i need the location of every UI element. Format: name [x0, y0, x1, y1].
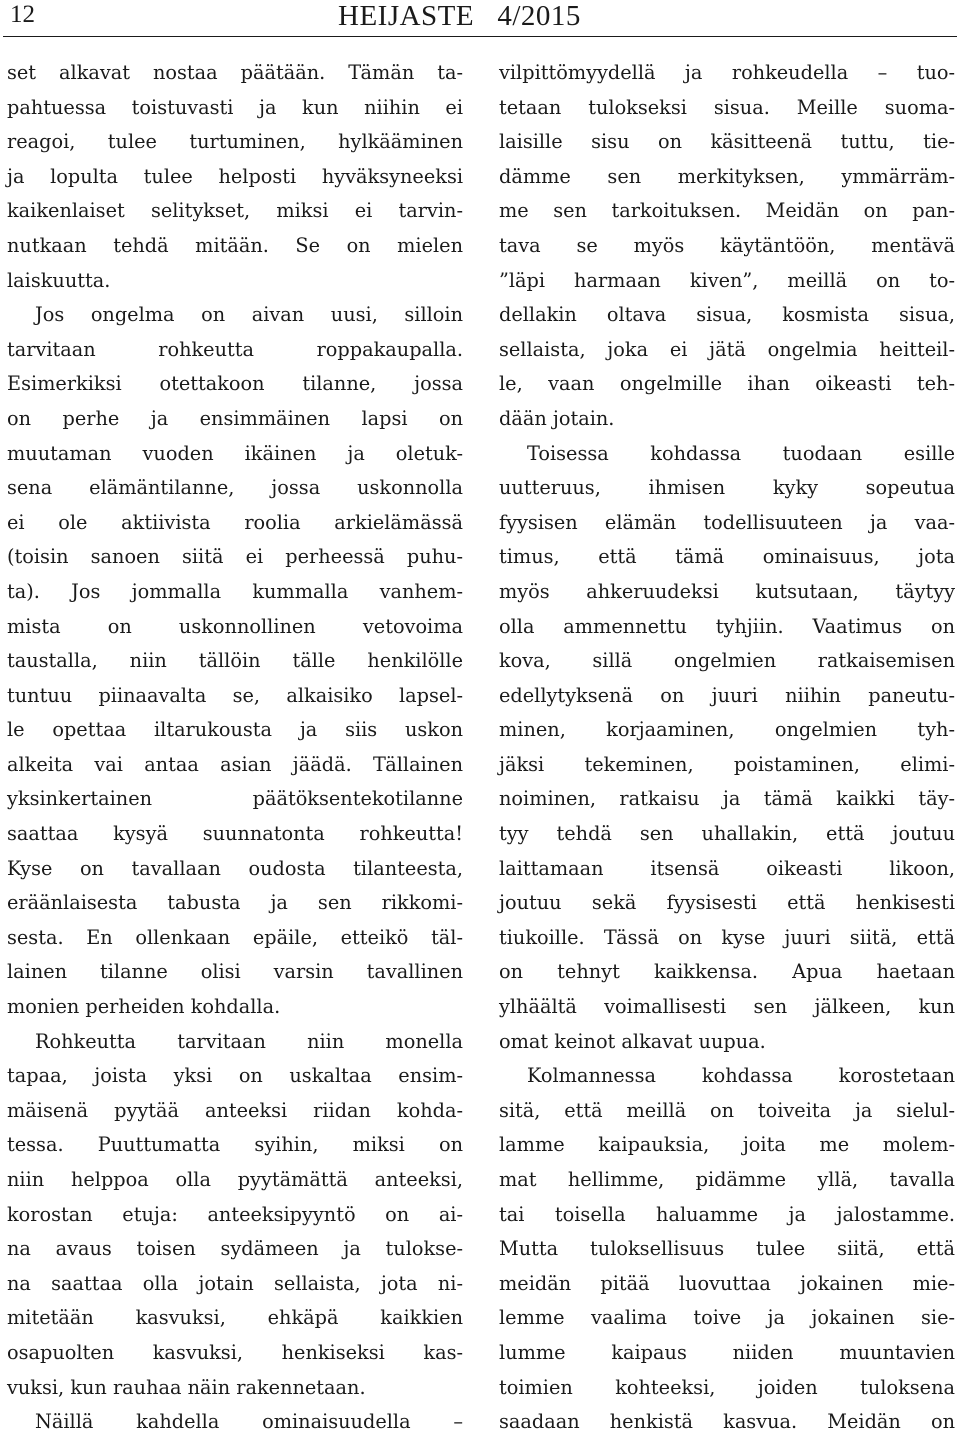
header-rule [3, 36, 957, 37]
right-column-text-line: laisille sisu on käsitteenä tuttu, tie- [499, 130, 955, 154]
right-column-text-line: Kolmannessa kohdassa korostetaan [527, 1064, 955, 1088]
left-column-text-line: set alkavat nostaa päätään. Tämän ta- [7, 61, 463, 84]
left-column-text-line: ei ole aktiivista roolia arkielämässä [7, 510, 463, 534]
left-column-text-line: saattaa kysyä suunnatonta rohkeutta! [7, 822, 463, 846]
right-column-text-line: meidän pitää luovuttaa jokainen mie- [499, 1271, 955, 1295]
left-column-text-line: tuntuu piinaavalta se, alkaisiko lapsel- [7, 683, 463, 707]
left-column-text-line: sena elämäntilanne, jossa uskonnolla [7, 476, 463, 500]
left-column-text-line: muutaman vuoden ikäinen ja oletuk- [7, 441, 463, 465]
right-column-text-line: ”läpi harmaan kiven”, meillä on to- [499, 268, 955, 292]
right-column-text-line: dämme sen merkityksen, ymmärräm- [499, 164, 955, 188]
right-column-text-line: sellaista, joka ei jätä ongelmia heitteil- [499, 337, 955, 361]
left-column-text-line: monien perheiden kohdalla. [7, 995, 281, 1019]
left-column-text-line: Rohkeutta tarvitaan niin monella [35, 1029, 463, 1053]
right-column-text-line: mat hellimme, pidämme yllä, tavalla [499, 1168, 955, 1191]
left-column-text-line: mitetään kasvuksi, ehkäpä kaikkien [7, 1306, 463, 1330]
right-column-text-line: lumme kaipaus niiden muuntavien [499, 1340, 955, 1364]
right-column-text-line: sitä, että meillä on toiveita ja sielul- [499, 1098, 955, 1122]
left-column-text-line: (toisin sanoen siitä ei perheessä puhu- [7, 545, 463, 569]
right-column-text-line: on tehnyt kaikkensa. Apua haetaan [499, 960, 955, 984]
right-column-text-line: omat keinot alkavat uupua. [499, 1029, 766, 1053]
right-column-text-line: laittamaan itsensä oikeasti likoon, [499, 856, 955, 880]
page-number: 12 [10, 1, 35, 28]
left-column-text-line: osapuolten kasvuksi, henkiseksi kas- [7, 1340, 463, 1364]
right-column-text-line: saadaan henkistä kasvua. Meidän on [499, 1410, 955, 1434]
left-column-text-line: le opettaa iltarukousta ja siis uskon [7, 718, 463, 742]
page-header [0, 0, 960, 40]
left-column-text-line: taustalla, niin tällöin tälle henkilölle [7, 649, 463, 673]
right-column-text-line: edellytyksenä on juuri niihin paneutu- [499, 683, 955, 707]
left-column-text-line: ja lopulta tulee helposti hyväksyneeksi [7, 164, 463, 188]
right-column-text-line: timus, että tämä ominaisuus, jota [499, 545, 955, 569]
right-column-text-line: jäksi tekeminen, poistaminen, elimi- [499, 752, 955, 776]
left-column-text-line: tapaa, joista yksi on uskaltaa ensim- [7, 1064, 463, 1088]
right-column-text-line: tai toisella haluamme ja jalostamme. [499, 1202, 955, 1226]
left-column-text-line: mäisenä pyytää anteeksi riidan kohda- [7, 1098, 463, 1122]
left-column-text-line: alkeita vai antaa asian jäädä. Tällainen [7, 752, 463, 776]
right-column [499, 56, 955, 1440]
left-column-text-line: vuksi, kun rauhaa näin rakennetaan. [7, 1375, 366, 1399]
right-column-text-line: dään jotain. [499, 406, 615, 430]
right-column-text-line: tyy tehdä sen uhallakin, että joutuu [499, 822, 955, 846]
left-column-text-line: Kyse on tavallaan oudosta tilanteesta, [7, 856, 463, 880]
right-column-text-line: lemme vaalima toive ja jokainen sie- [499, 1306, 955, 1330]
right-column-text-line: ylhäältä voimallisesti sen jälkeen, kun [499, 995, 955, 1019]
right-column-text-line: Mutta tuloksellisuus tulee siitä, että [499, 1237, 955, 1261]
left-column-text-line: reagoi, tulee turtuminen, hylkääminen [7, 130, 463, 154]
right-column-text-line: kova, sillä ongelmien ratkaisemisen [499, 649, 955, 673]
right-column-text-line: Toisessa kohdassa tuodaan esille [527, 441, 955, 465]
left-column-text-line: tessa. Puuttumatta syihin, miksi on [7, 1133, 463, 1157]
right-column-text-line: me sen tarkoituksen. Meidän on pan- [499, 199, 955, 223]
left-column-text-line: on perhe ja ensimmäinen lapsi on [7, 406, 463, 430]
right-column-text-line: fyysisen elämän todellisuuteen ja vaa- [499, 510, 955, 534]
left-column-text-line: na avaus toisen sydämeen ja tulokse- [7, 1237, 463, 1261]
left-column [7, 56, 463, 1440]
right-column-text-line: joutuu sekä fyysisesti että henkisesti [499, 891, 955, 915]
left-column-text-line: na saattaa olla jotain sellaista, jota ni- [7, 1271, 463, 1295]
left-column-text-line: korostan etuja: anteeksipyyntö on ai- [7, 1202, 463, 1226]
right-column-text-line: le, vaan ongelmille ihan oikeasti teh- [499, 372, 955, 396]
left-column-text-line: ta). Jos jommalla kummalla vanhem- [7, 579, 463, 603]
left-column-text-line: Jos ongelma on aivan uusi, silloin [35, 303, 463, 327]
right-column-text-line: myös ahkeruudeksi kutsutaan, täytyy [499, 579, 955, 603]
right-column-text-line: tiukoille. Tässä on kyse juuri siitä, että [499, 925, 955, 949]
right-column-text-line: tava se myös käytäntöön, mentävä [499, 233, 955, 257]
right-column-text-line: minen, korjaaminen, ongelmien tyh- [499, 718, 955, 742]
left-column-text-line: kaikenlaiset selitykset, miksi ei tarvin- [7, 199, 463, 223]
left-column-text-line: lainen tilanne olisi varsin tavallinen [7, 960, 463, 984]
left-column-text-line: eräänlaisesta tabusta ja sen rikkomi- [7, 891, 463, 915]
left-column-text-line: Esimerkiksi otettakoon tilanne, jossa [7, 372, 463, 396]
left-column-text-line: niin helppoa olla pyytämättä anteeksi, [7, 1168, 463, 1191]
left-column-text-line: pahtuessa toistuvasti ja kun niihin ei [7, 95, 463, 119]
right-column-text-line: noiminen, ratkaisu ja tämä kaikki täy- [499, 787, 955, 811]
left-column-text-line: laiskuutta. [7, 268, 111, 292]
right-column-text-line: olla ammennettu tyhjiin. Vaatimus on [499, 614, 955, 638]
right-column-text-line: tetaan tulokseksi sisua. Meille suoma- [499, 95, 955, 119]
left-column-text-line: mista on uskonnollinen vetovoima [7, 614, 463, 638]
left-column-text-line: tarvitaan rohkeutta roppakaupalla. [7, 337, 463, 361]
left-column-text-line: yksinkertainen päätöksentekotilanne [7, 787, 463, 811]
right-column-text-line: uutteruus, ihmisen kyky sopeutua [499, 476, 955, 500]
right-column-text-line: vilpittömyydellä ja rohkeudella – tuo- [499, 61, 955, 84]
right-column-text-line: lamme kaipauksia, joita me molem- [499, 1133, 955, 1157]
left-column-text-line: sesta. En ollenkaan epäile, etteikö täl- [7, 925, 463, 949]
right-column-text-line: dellakin oltava sisua, kosmista sisua, [499, 303, 955, 327]
publication-title: HEIJASTE 4/2015 [338, 0, 581, 32]
right-column-text-line: toimien kohteeksi, joiden tuloksena [499, 1375, 955, 1399]
left-column-text-line: Näillä kahdella ominaisuudella – [35, 1410, 463, 1434]
left-column-text-line: nutkaan tehdä mitään. Se on mielen [7, 233, 463, 257]
